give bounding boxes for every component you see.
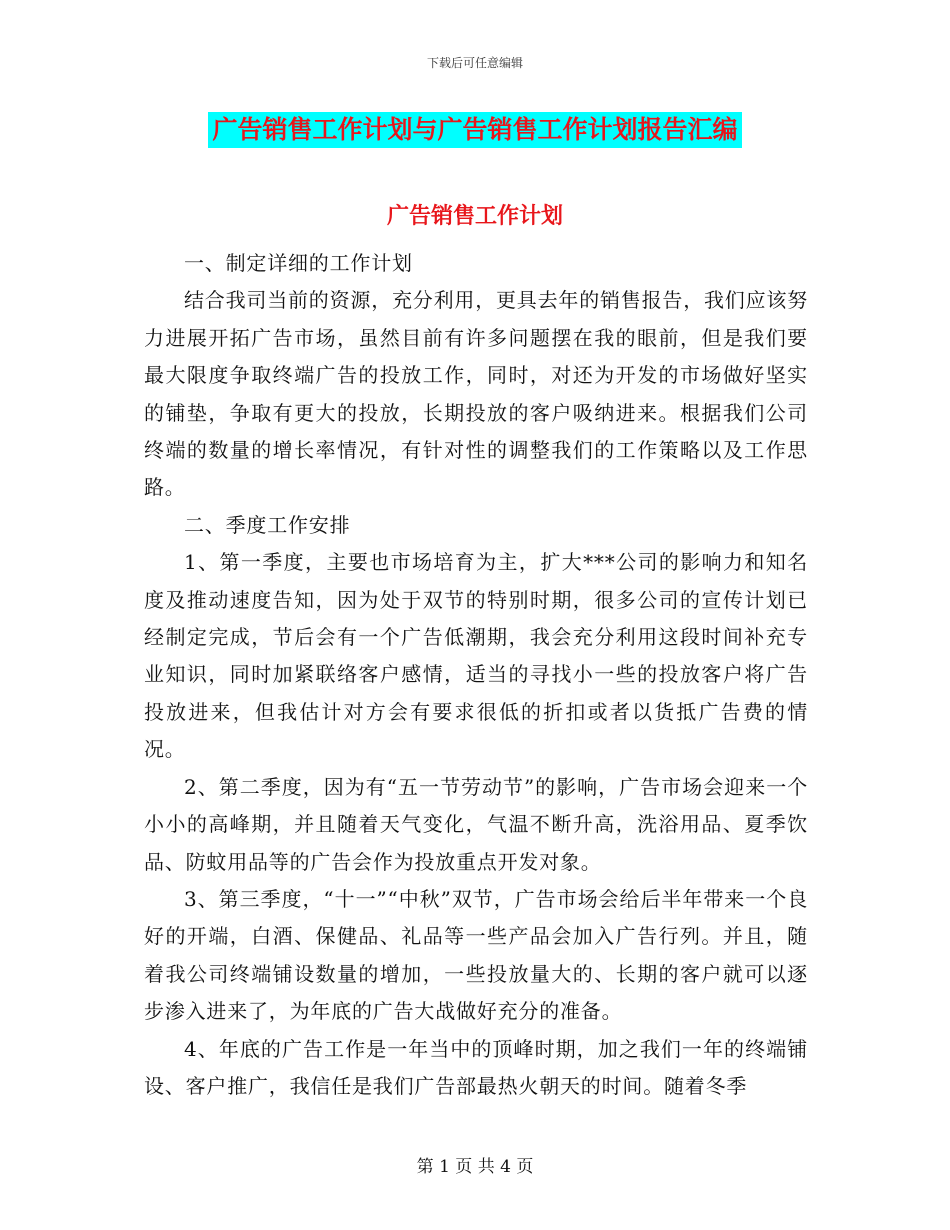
body-paragraph: 4、年底的广告工作是一年当中的顶峰时期，加之我们一年的终端铺设、客户推广，我信任是我们广告部最热火朝天的时间。随着冬季 [144, 1036, 808, 1098]
heading-paragraph: 二、季度工作安排 [184, 512, 351, 537]
heading-paragraph: 一、制定详细的工作计划 [184, 251, 413, 275]
body-paragraph: 2、第二季度，因为有“五一节劳动节”的影响，广告市场会迎来一个小小的高峰期，并且随着天气变化，气温不断升高，洗浴用品、夏季饮品、防蚊用品等的广告会作为投放重点开发对象。 [144, 774, 808, 874]
section-title: 广告销售工作计划 [386, 204, 563, 229]
header-note: 下载后可任意编辑 [426, 56, 523, 70]
body-paragraph: 3、第三季度，“十一”“中秋”双节，广告市场会给后半年带来一个良好的开端，白酒、保健品、礼品等一些产品会加入广告行列。并且，随着我公司终端铺设数量的增加，一些投放量大的、长期的客户就可以逐步渗入进来了，为年底的广告大战做好充分的准备。 [144, 886, 808, 1024]
body-paragraph: 1、第一季度，主要也市场培育为主，扩大***公司的影响力和知名度及推动速度告知，因为处于双节的特别时期，很多公司的宣传计划已经制定完成，节后会有一个广告低潮期，我会充分利用这段时间补充专业知识，同时加紧联络客户感情，适当的寻找小一些的投放客户将广告投放进来，但我估计对方会有要求很低的折扣或者以货抵广告费的情况。 [144, 550, 808, 762]
document-body [144, 245, 808, 1105]
body-paragraph: 结合我司当前的资源，充分利用，更具去年的销售报告，我们应该努力进展开拓广告市场，虽然目前有许多问题摆在我的眼前，但是我们要最大限度争取终端广告的投放工作，同时，对还为开发的市场做好坚实的铺垫，争取有更大的投放，长期投放的客户吸纳进来。根据我们公司终端的数量的增长率情况，有针对性的调整我们的工作策略以及工作思路。 [144, 288, 808, 500]
document-title: 广告销售工作计划与广告销售工作计划报告汇编 [208, 112, 741, 148]
page-number: 第 1 页 共 4 页 [416, 1157, 534, 1177]
document-title-container [0, 112, 950, 148]
